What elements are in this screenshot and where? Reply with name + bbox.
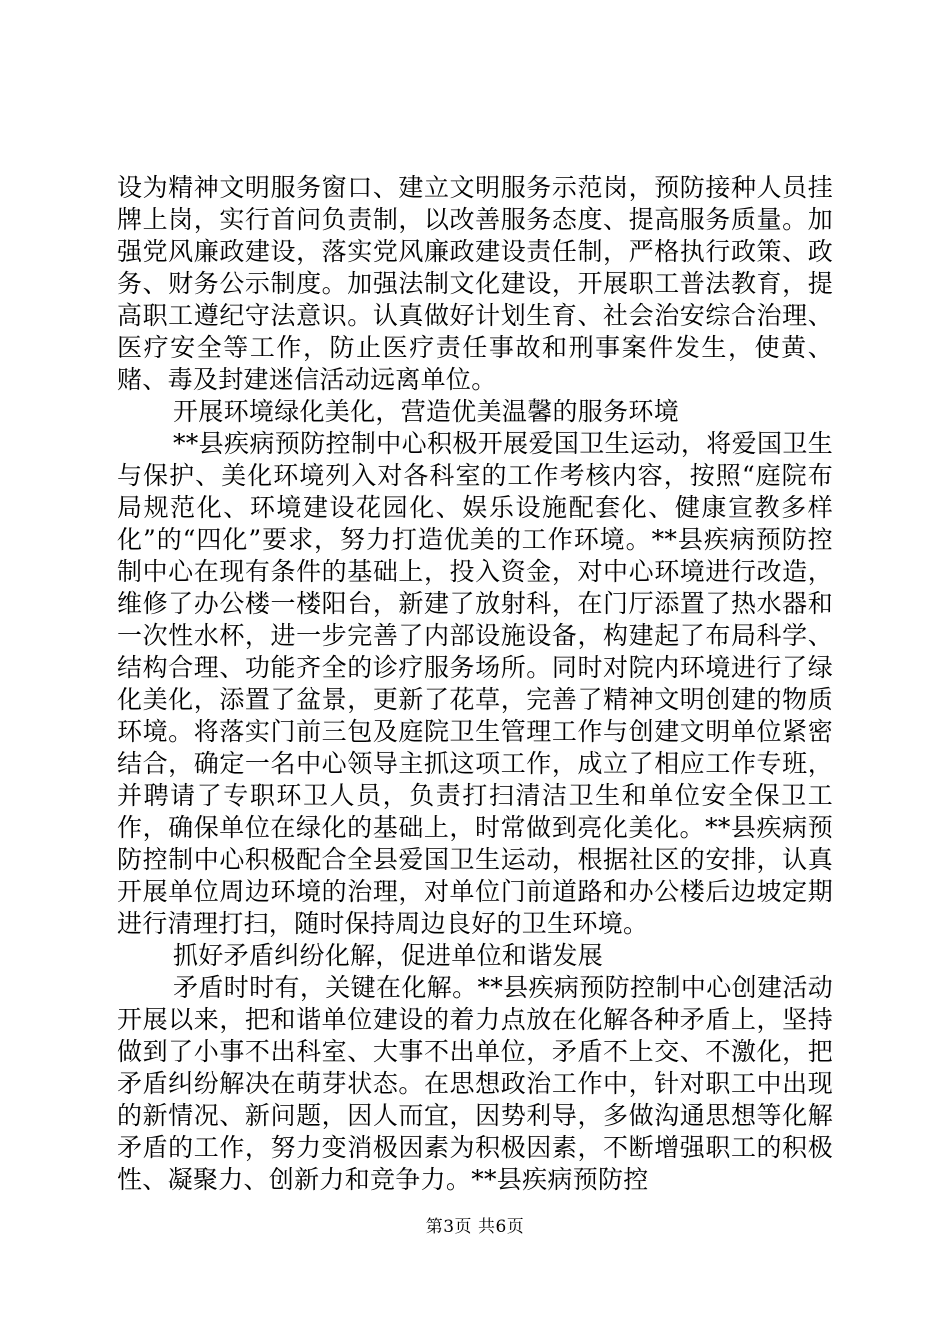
paragraph-2: **县疾病预防控制中心积极开展爱国卫生运动，将爱国卫生与保护、美化环境列入对各科室的工作考核内容，按照“庭院布局规范化、环境建设花园化、娱乐设施配套化、健康宣教多样化”的“四化”要求，努力打造优美的工作环境。**县疾病预防控制中心在现有条件的基础上，投入资金，对中心环境进行改造，维修了办公楼一楼阳台，新建了放射科，在门厅添置了热水器和一次性水杯，进一步完善了内部设施设备，构建起了布局科学、结构合理、功能齐全的诊疗服务场所。同时对院内环境进行了绿化美化，添置了盆景，更新了花草，完善了精神文明创建的物质环境。将落实门前三包及庭院卫生管理工作与创建文明单位紧密结合，确定一名中心领导主抓这项工作，成立了相应工作专班，并聘请了专职环卫人员，负责打扫清洁卫生和单位安全保卫工作，确保单位在绿化的基础上，时常做到亮化美化。**县疾病预防控制中心积极配合全县爱国卫生运动，根据社区的安排，认真开展单位周边环境的治理，对单位门前道路和办公楼后边坡定期进行清理打扫，随时保持周边良好的卫生环境。 xyxy=(117,429,833,938)
paragraph-1: 设为精神文明服务窗口、建立文明服务示范岗，预防接种人员挂牌上岗，实行首问负责制，以改善服务态度、提高服务质量。加强党风廉政建设，落实党风廉政建设责任制，严格执行政策、政务、财务公示制度。加强法制文化建设，开展职工普法教育，提高职工遵纪守法意识。认真做好计划生育、社会治安综合治理、医疗安全等工作，防止医疗责任事故和刑事案件发生，使黄、赌、毒及封建迷信活动远离单位。 xyxy=(117,173,833,394)
section-heading-environment: 开展环境绿化美化，营造优美温馨的服务环境 xyxy=(173,397,680,426)
section-heading-conflict: 抓好矛盾纠纷化解，促进单位和谐发展 xyxy=(173,941,604,970)
document-body xyxy=(117,172,833,1196)
page-footer: 第3页 共6页 xyxy=(425,1217,525,1237)
paragraph-3: 矛盾时时有，关键在化解。**县疾病预防控制中心创建活动开展以来，把和谐单位建设的着力点放在化解各种矛盾上，坚持做到了小事不出科室、大事不出单位，矛盾不上交、不激化，把矛盾纠纷解决在萌芽状态。在思想政治工作中，针对职工中出现的新情况、新问题，因人而宜，因势利导，多做沟通思想等化解矛盾的工作，努力变消极因素为积极因素，不断增强职工的积极性、凝聚力、创新力和竞争力。**县疾病预防控 xyxy=(117,973,833,1194)
